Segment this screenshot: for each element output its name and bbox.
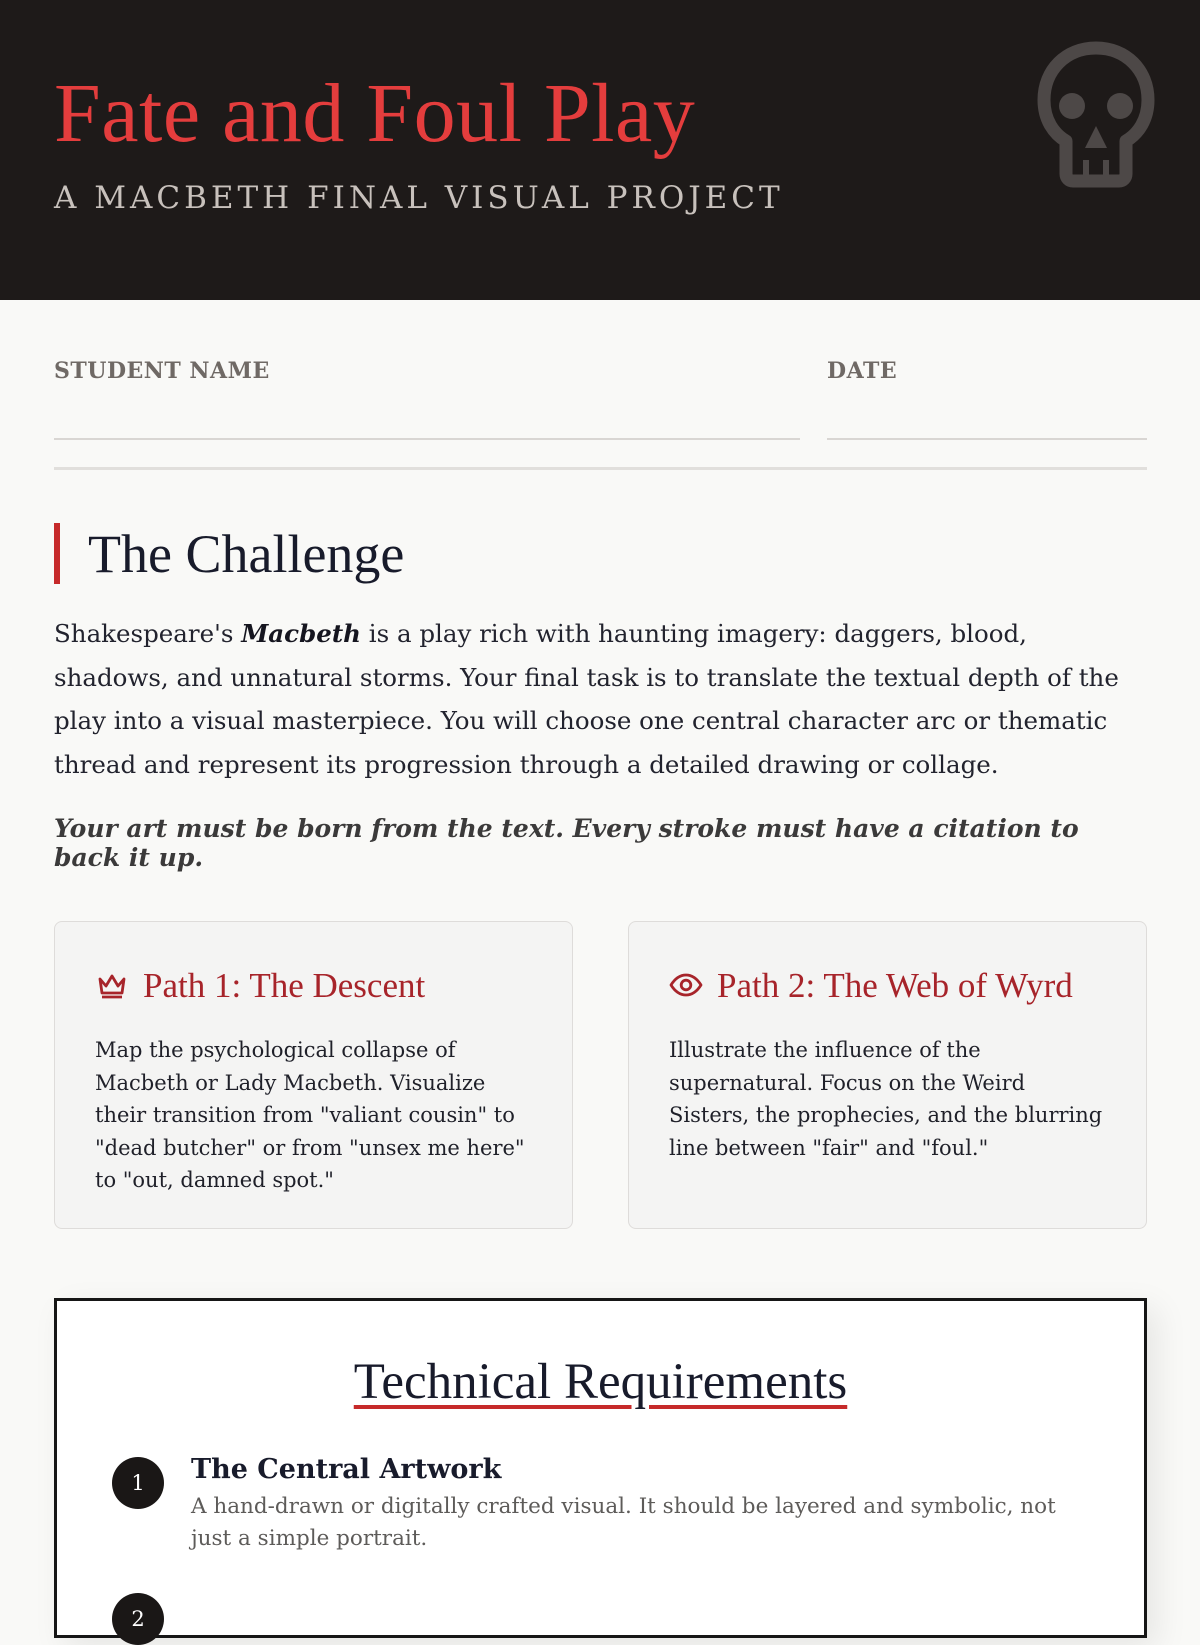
path-card-descent (54, 921, 573, 1229)
path-1-description: Map the psychological collapse of Macbeth or Lady Macbeth. Visualize their transition from "valiant cousin" to "dead butcher" or from "unsex me here" to "out, damned spot." (95, 1038, 525, 1192)
requirement-text (191, 1455, 1092, 1556)
requirement-number: 2 (112, 1593, 164, 1645)
path-card-header (669, 962, 1106, 1008)
challenge-heading (54, 523, 404, 584)
page-subtitle: A MACBETH FINAL VISUAL PROJECT (54, 180, 784, 216)
technical-requirements (54, 1298, 1147, 1638)
student-name-field[interactable] (54, 358, 800, 384)
section-divider (54, 467, 1147, 470)
requirement-description: A hand-drawn or digitally crafted visual. It should be layered and symbolic, not just a simple portrait. (191, 1493, 1056, 1552)
page-header (0, 0, 1200, 300)
challenge-body-start: Shakespeare's (54, 619, 242, 648)
path-2-title: Path 2: The Web of Wyrd (717, 965, 1073, 1005)
requirement-item (112, 1455, 1092, 1556)
play-title-emphasis: Macbeth (241, 619, 361, 648)
date-label: DATE (827, 358, 898, 384)
challenge-body (54, 612, 1147, 786)
crown-icon (95, 968, 129, 1002)
path-1-title: Path 1: The Descent (143, 965, 426, 1005)
page-title: Fate and Foul Play (54, 67, 696, 160)
path-2-description: Illustrate the influence of the supernatural. Focus on the Weird Sisters, the prophecies, and the blurring line between "fair" and "foul." (669, 1038, 1103, 1160)
path-card-header (95, 962, 532, 1008)
requirement-number: 1 (112, 1457, 164, 1509)
date-line[interactable] (827, 438, 1147, 440)
requirements-title: Technical Requirements (353, 1354, 848, 1410)
heading-accent-bar (54, 523, 60, 584)
path-card-wyrd (628, 921, 1147, 1229)
challenge-title: The Challenge (88, 523, 405, 584)
requirement-item (112, 1591, 1092, 1645)
skull-icon (1034, 38, 1158, 188)
challenge-quote: Your art must be born from the text. Every stroke must have a citation to back it up. (54, 814, 1079, 872)
date-field[interactable] (827, 358, 1147, 384)
student-name-label: STUDENT NAME (54, 358, 270, 384)
requirement-text (191, 1591, 1092, 1597)
requirement-title: The Central Artwork (191, 1454, 502, 1485)
eye-icon (669, 968, 703, 1002)
challenge-body-rest: is a play rich with haunting imagery: daggers, blood, shadows, and unnatural storms. Your final task is to translate the textual depth of the play into a visual masterpiece. You will choose one central character arc or thematic thread and represent its progression through a detailed drawing or collage. (54, 619, 1119, 779)
student-name-line[interactable] (54, 438, 800, 440)
